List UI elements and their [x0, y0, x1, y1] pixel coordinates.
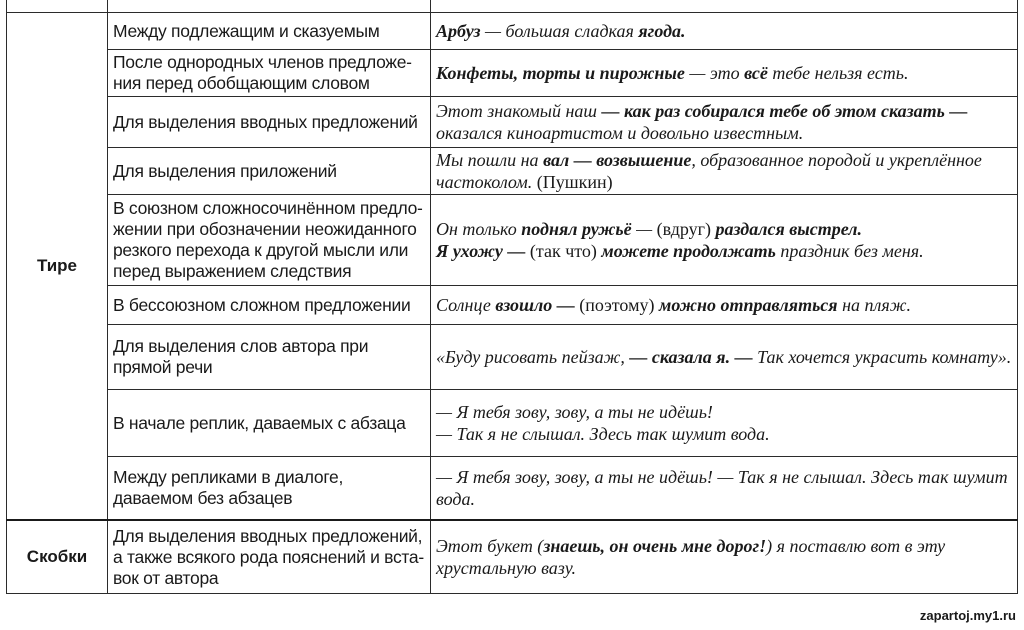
table-body	[7, 0, 1018, 594]
example-text: — Я тебя зову, зову, а ты не идёшь!	[436, 402, 713, 422]
example-text: Этот знакомый наш	[436, 101, 602, 121]
rule-cell: Для выделения слов автора при прямой речи	[108, 325, 431, 390]
example-line	[436, 466, 1012, 510]
rule-cell: В бессоюзном сложном предложении	[108, 286, 431, 325]
example-emphasis: знаешь, он очень мне дорог!	[543, 536, 767, 556]
example-text: (так что)	[529, 241, 602, 261]
table-row	[7, 520, 1018, 594]
example-emphasis: можете продолжать	[601, 241, 776, 261]
group-label-dash: Тире	[7, 13, 108, 521]
example-text: оказался киноартистом и довольно известным.	[436, 123, 804, 143]
table-top-stub-row	[7, 0, 1018, 13]
rule-cell: В союзном сложносочинённом предложении при обозначении неожиданного резкого перехода к другой мысли или перед выражением следствия	[108, 195, 431, 286]
example-line	[436, 20, 1012, 42]
example-cell	[431, 457, 1018, 521]
example-emphasis: Я ухожу —	[436, 241, 526, 261]
top-stub-cell	[7, 0, 108, 13]
example-line	[436, 100, 1012, 144]
rule-cell: Для выделения вводных предложений	[108, 97, 431, 148]
example-line	[436, 62, 1012, 84]
example-emphasis: ягода.	[638, 21, 686, 41]
example-text: праздник без меня.	[775, 241, 924, 261]
example-cell	[431, 97, 1018, 148]
example-line	[436, 294, 1012, 316]
example-line	[436, 401, 1012, 423]
example-text: (поэтому)	[579, 295, 659, 315]
rule-cell: Между подлежащим и сказуемым	[108, 13, 431, 50]
example-cell	[431, 13, 1018, 50]
rule-cell: После однородных членов предложения перед обобщающим словом	[108, 50, 431, 97]
example-text: , образованное породой и укреплённое частоколом.	[436, 150, 982, 192]
example-text: —	[631, 219, 657, 239]
rule-cell: Между репликами в диалоге, даваемом без абзацев	[108, 457, 431, 521]
group-label-brackets: Скобки	[7, 520, 108, 594]
example-text: Он только	[436, 219, 522, 239]
example-line	[436, 240, 1012, 262]
example-text: (Пушкин)	[536, 172, 613, 192]
table-row	[7, 325, 1018, 390]
example-emphasis: Конфеты, торты и пирожные	[436, 63, 685, 83]
site-watermark: zapartoj.my1.ru	[919, 608, 1016, 623]
example-text: «Буду рисовать пейзаж,	[436, 347, 630, 367]
example-text: на пляж.	[837, 295, 911, 315]
example-text: — большая сладкая	[480, 21, 639, 41]
example-emphasis: взошло —	[495, 295, 575, 315]
table-row	[7, 390, 1018, 457]
rule-cell: Для выделения приложений	[108, 148, 431, 195]
example-emphasis: поднял ружьё	[521, 219, 632, 239]
rule-cell: Для выделения вводных предложений, а также всякого рода пояснений и вставок от автора	[108, 520, 431, 594]
top-stub-cell	[108, 0, 431, 13]
example-line	[436, 218, 1012, 240]
example-line	[436, 149, 1012, 193]
example-text: Солнце	[436, 295, 496, 315]
example-emphasis: — сказала я. —	[629, 347, 753, 367]
example-text: Так хочется украсить комнату».	[752, 347, 1012, 367]
top-stub-cell	[431, 0, 1018, 13]
example-text: (вдруг)	[656, 219, 716, 239]
punctuation-table	[6, 0, 1018, 594]
example-emphasis: вал — возвышение	[543, 150, 692, 170]
example-text: — Так я не слышал. Здесь так шумит вода.	[436, 424, 770, 444]
example-line	[436, 346, 1012, 368]
example-emphasis: Арбуз	[436, 21, 481, 41]
rule-cell: В начале реплик, даваемых с абзаца	[108, 390, 431, 457]
table-row	[7, 286, 1018, 325]
example-cell	[431, 520, 1018, 594]
example-emphasis: раздался выстрел.	[715, 219, 863, 239]
example-cell	[431, 286, 1018, 325]
example-text: ) я поставлю вот в эту хрустальную вазу.	[436, 536, 946, 578]
example-text: тебе нельзя есть.	[767, 63, 909, 83]
example-text: — Я тебя зову, зову, а ты не идёшь! — Так я не слышал. Здесь так шумит вода.	[436, 467, 1008, 509]
table-row	[7, 195, 1018, 286]
table-row	[7, 13, 1018, 50]
table-row	[7, 457, 1018, 521]
example-cell	[431, 390, 1018, 457]
example-emphasis: всё	[744, 63, 768, 83]
example-line	[436, 423, 1012, 445]
example-cell	[431, 148, 1018, 195]
example-text: Этот букет (	[436, 536, 544, 556]
table-row	[7, 148, 1018, 195]
example-cell	[431, 325, 1018, 390]
example-emphasis: — как раз собирался тебе об этом сказать —	[601, 101, 968, 121]
example-line	[436, 535, 1012, 579]
example-text: Мы пошли на	[436, 150, 544, 170]
example-emphasis: можно отправляться	[658, 295, 838, 315]
example-text: — это	[684, 63, 745, 83]
table-row	[7, 97, 1018, 148]
table-row	[7, 50, 1018, 97]
example-cell	[431, 50, 1018, 97]
example-cell	[431, 195, 1018, 286]
